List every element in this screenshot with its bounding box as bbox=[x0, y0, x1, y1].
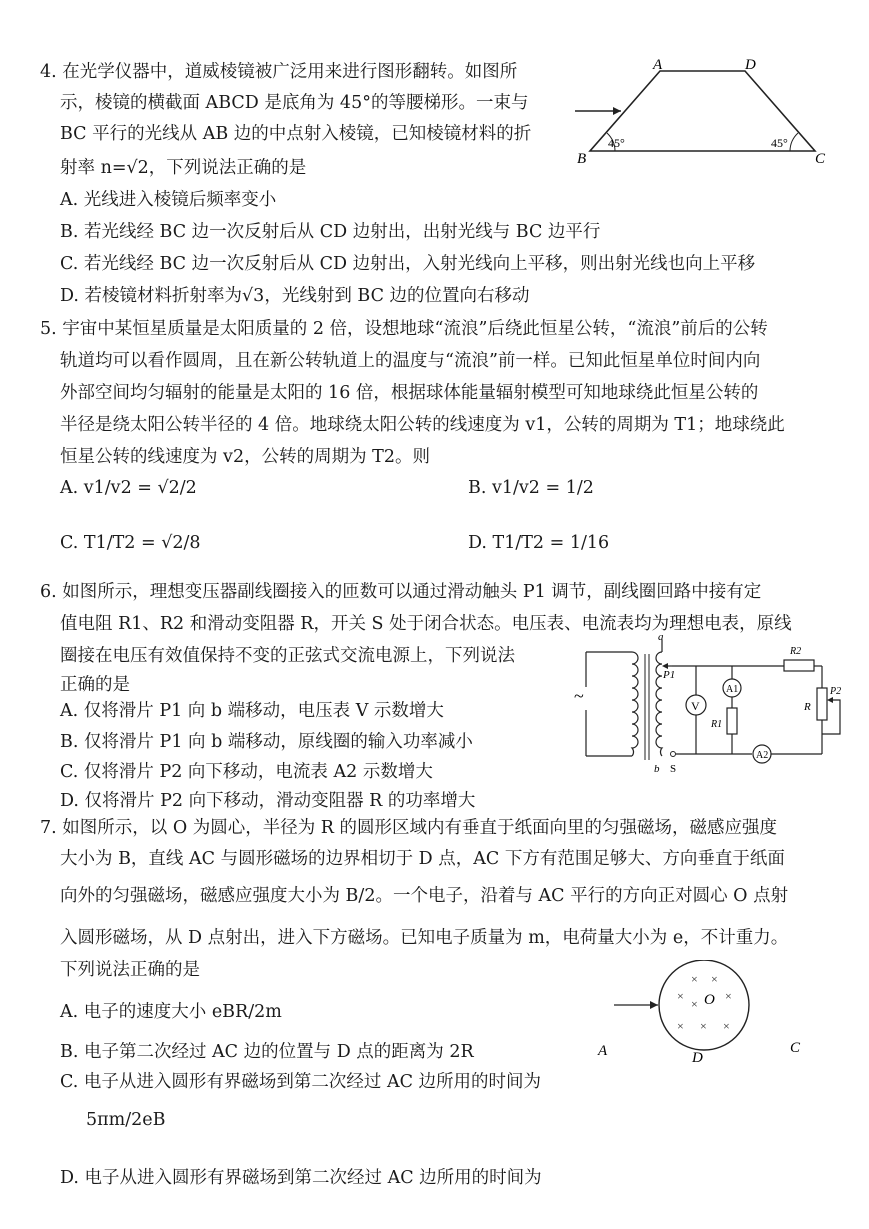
magnetic-field-diagram bbox=[590, 960, 840, 1070]
label-a-terminal: a bbox=[658, 632, 664, 643]
label-o: O bbox=[704, 992, 715, 1008]
ac-source-icon: ~ bbox=[574, 686, 584, 706]
label-switch-s: S bbox=[670, 763, 677, 775]
q7-option-d: D. 电子从进入圆形有界磁场到第二次经过 AC 边所用的时间为 bbox=[60, 1168, 542, 1188]
electron-arrowhead bbox=[650, 1001, 658, 1009]
q5-line-2: 轨道均可以看作圆周，且在新公转轨道上的温度与“流浪”前一样。已知此恒星单位时间内向 bbox=[60, 351, 761, 371]
q7-line-2: 大小为 B，直线 AC 与圆形磁场的边界相切于 D 点，AC 下方有范围足够大、方向垂直于纸面 bbox=[60, 849, 785, 869]
q6-option-c: C. 仅将滑片 P2 向下移动，电流表 A2 示数增大 bbox=[60, 762, 433, 782]
q5-line-4: 半径是绕太阳公转半径的 4 倍。地球绕太阳公转的线速度为 v1，公转的周期为 T1；地球绕此 bbox=[60, 415, 785, 435]
switch-s bbox=[671, 752, 676, 757]
transformer-circuit-diagram bbox=[572, 632, 842, 780]
q5-option-a: A. v1/v2 = √2/2 bbox=[60, 478, 197, 498]
q7-line-1: 7. 如图所示，以 O 为圆心，半径为 R 的圆形区域内有垂直于纸面向里的匀强磁场，磁感应强度 bbox=[40, 818, 778, 838]
q4-option-c: C. 若光线经 BC 边一次反射后从 CD 边射出，入射光线向上平移，则出射光线也向上平移 bbox=[60, 254, 756, 274]
q5-line-1: 5. 宇宙中某恒星质量是太阳质量的 2 倍，设想地球“流浪”后绕此恒星公转，“流浪”前后的公转 bbox=[40, 319, 768, 339]
q5-option-b: B. v1/v2 = 1/2 bbox=[468, 478, 594, 498]
label-a: A bbox=[653, 57, 663, 73]
label-a1: A1 bbox=[726, 684, 739, 695]
label-b: B bbox=[577, 151, 587, 167]
label-p2: P2 bbox=[830, 686, 842, 697]
q6-line-4: 正确的是 bbox=[60, 675, 130, 695]
label-r2: R2 bbox=[790, 646, 802, 657]
angle-arc-c bbox=[790, 133, 798, 151]
q4-line-3: BC 平行的光线从 AB 边的中点射入棱镜，已知棱镜材料的折 bbox=[60, 124, 532, 144]
svg-text:×: × bbox=[725, 989, 732, 1003]
label-b-terminal: b bbox=[654, 763, 660, 775]
q4-line-4: 射率 n=√2，下列说法正确的是 bbox=[60, 158, 307, 178]
label-v: V bbox=[691, 699, 700, 713]
q7-option-c-value: 5πm/2eB bbox=[86, 1110, 166, 1130]
label-c: C bbox=[815, 151, 826, 167]
resistor-r2 bbox=[784, 660, 814, 671]
svg-text:×: × bbox=[691, 997, 698, 1011]
q5-line-5: 恒星公转的线速度为 v2，公转的周期为 T2。则 bbox=[60, 447, 430, 467]
q7-option-b: B. 电子第二次经过 AC 边的位置与 D 点的距离为 2R bbox=[60, 1042, 474, 1062]
svg-text:×: × bbox=[723, 1019, 730, 1033]
label-a: A bbox=[598, 1043, 608, 1059]
q6-option-b: B. 仅将滑片 P1 向 b 端移动，原线圈的输入功率减小 bbox=[60, 732, 473, 752]
label-d: D bbox=[745, 57, 756, 73]
ray-arrowhead bbox=[613, 107, 621, 115]
q7-option-a: A. 电子的速度大小 eBR/2m bbox=[60, 1002, 282, 1022]
q5-option-d: D. T1/T2 = 1/16 bbox=[468, 533, 610, 553]
q7-line-3: 向外的匀强磁场，磁感应强度大小为 B/2。一个电子，沿着与 AC 平行的方向正对圆心 O 点射 bbox=[60, 886, 789, 906]
q4-option-d: D. 若棱镜材料折射率为√3，光线射到 BC 边的位置向右移动 bbox=[60, 286, 530, 306]
label-p1: P1 bbox=[663, 669, 676, 681]
angle-label-b: 45° bbox=[608, 136, 625, 150]
rheostat-r bbox=[817, 688, 827, 720]
q7-line-4: 入圆形磁场，从 D 点射出，进入下方磁场。已知电子质量为 m，电荷量大小为 e，不计重力。 bbox=[60, 928, 789, 948]
q7-option-c: C. 电子从进入圆形有界磁场到第二次经过 AC 边所用的时间为 bbox=[60, 1072, 542, 1092]
q6-line-3: 圈接在电压有效值保持不变的正弦式交流电源上，下列说法 bbox=[60, 646, 515, 666]
q6-line-1: 6. 如图所示，理想变压器副线圈接入的匝数可以通过滑动触头 P1 调节，副线圈回路中接有定 bbox=[40, 582, 762, 602]
q6-line-2: 值电阻 R1、R2 和滑动变阻器 R，开关 S 处于闭合状态。电压表、电流表均为理想电表，原线 bbox=[60, 614, 792, 634]
label-r: R bbox=[804, 701, 811, 713]
q4-line-1: 4. 在光学仪器中，道威棱镜被广泛用来进行图形翻转。如图所 bbox=[40, 62, 518, 82]
q5-option-c: C. T1/T2 = √2/8 bbox=[60, 533, 201, 553]
svg-text:×: × bbox=[700, 1019, 707, 1033]
slider-p2 bbox=[827, 697, 833, 703]
q5-line-3: 外部空间均匀辐射的能量是太阳的 16 倍，根据球体能量辐射模型可知地球绕此恒星公转的 bbox=[60, 383, 759, 403]
svg-text:×: × bbox=[711, 972, 718, 986]
q4-option-b: B. 若光线经 BC 边一次反射后从 CD 边射出，出射光线与 BC 边平行 bbox=[60, 222, 601, 242]
label-d: D bbox=[692, 1050, 703, 1066]
primary-coil bbox=[632, 652, 638, 756]
label-r1: R1 bbox=[711, 719, 723, 730]
label-a2: A2 bbox=[756, 750, 769, 761]
prism-diagram bbox=[575, 55, 835, 170]
q6-option-d: D. 仅将滑片 P2 向下移动，滑动变阻器 R 的功率增大 bbox=[60, 791, 476, 811]
svg-text:×: × bbox=[677, 1019, 684, 1033]
q6-option-a: A. 仅将滑片 P1 向 b 端移动，电压表 V 示数增大 bbox=[60, 701, 444, 721]
label-c: C bbox=[790, 1040, 801, 1056]
svg-text:×: × bbox=[677, 989, 684, 1003]
svg-text:×: × bbox=[691, 972, 698, 986]
secondary-coil bbox=[656, 652, 662, 756]
q7-line-5: 下列说法正确的是 bbox=[60, 960, 200, 980]
q4-line-2: 示，棱镜的横截面 ABCD 是底角为 45°的等腰梯形。一束与 bbox=[60, 93, 529, 113]
resistor-r1 bbox=[727, 708, 737, 734]
q4-option-a: A. 光线进入棱镜后频率变小 bbox=[60, 190, 277, 210]
angle-label-c: 45° bbox=[771, 136, 788, 150]
